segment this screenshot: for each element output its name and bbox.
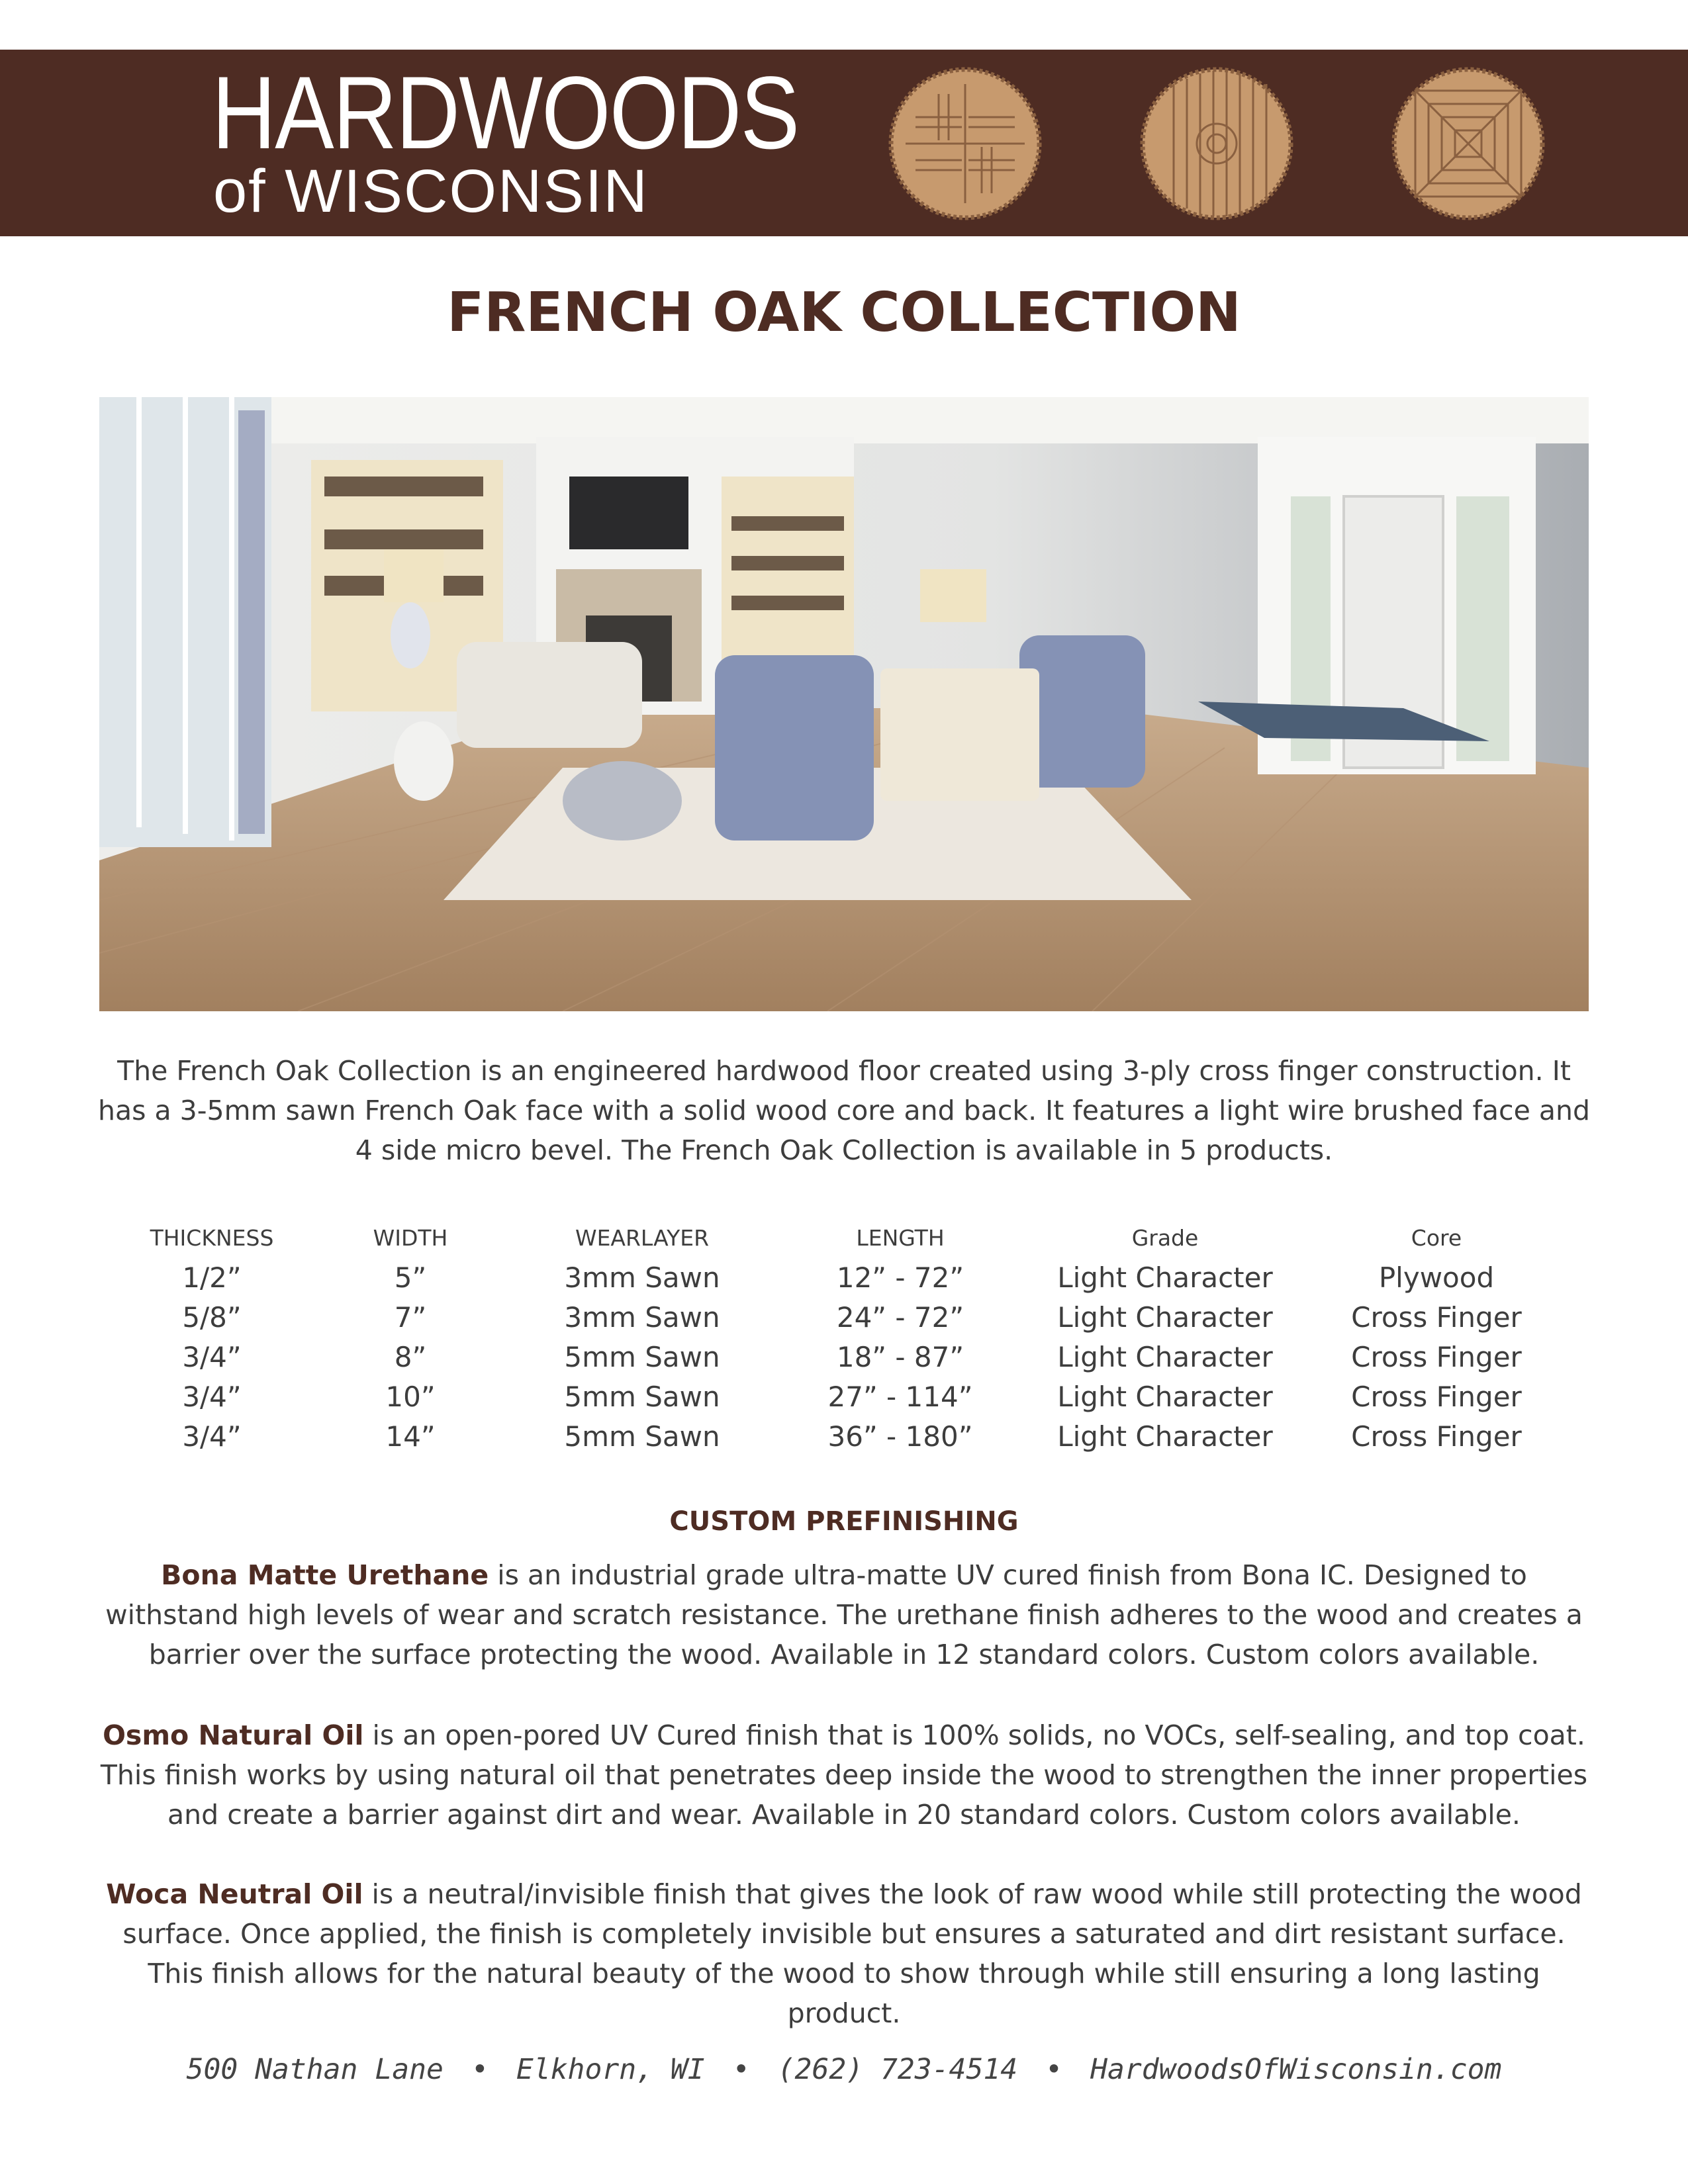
column-header: Grade	[1131, 1224, 1199, 1251]
table-cell: Cross Finger	[1351, 1340, 1522, 1373]
city: Elkhorn, WI	[516, 2053, 705, 2086]
address: 500 Nathan Lane	[186, 2053, 444, 2086]
table-cell: 5”	[394, 1261, 427, 1294]
table-cell: 12” - 72”	[836, 1261, 964, 1294]
table-cell: 5mm Sawn	[564, 1340, 720, 1373]
table-row	[113, 1257, 1569, 1297]
wood-grain-icon	[1389, 64, 1548, 223]
table-cell: Light Character	[1057, 1340, 1273, 1373]
finish-description: is a neutral/invisible finish that gives the look of raw wood while still protecting the wood surface. Once applied, the finish is completely invisible but ensures a saturated and dirt resistant surface. This finish allows for the natural beauty of the wood to show through while still ensuring a long lasting product.	[122, 1878, 1582, 2029]
table-cell: Cross Finger	[1351, 1380, 1522, 1413]
table-row	[113, 1416, 1569, 1456]
table-cell: Plywood	[1378, 1261, 1495, 1294]
column-header: THICKNESS	[150, 1224, 274, 1251]
separator: •	[471, 2053, 489, 2086]
table-cell: Light Character	[1057, 1261, 1273, 1294]
table-cell: 3/4”	[182, 1340, 242, 1373]
finish-name: Woca Neutral Oil	[106, 1878, 363, 1910]
table-row	[113, 1377, 1569, 1416]
website-link[interactable]: HardwoodsOfWisconsin.com	[1090, 2053, 1502, 2086]
brand-header	[0, 50, 1688, 236]
wood-grain-icon	[1137, 64, 1296, 223]
contact-footer	[0, 2053, 1688, 2086]
table-cell: 3/4”	[182, 1420, 242, 1453]
finish-bona	[93, 1555, 1595, 1674]
brand-logo-line1: HARDWOODS	[212, 56, 799, 171]
table-cell: 10”	[385, 1380, 436, 1413]
table-cell: 5/8”	[182, 1300, 242, 1334]
column-header: WIDTH	[373, 1224, 448, 1251]
finish-osmo	[93, 1715, 1595, 1835]
room-photo	[99, 397, 1589, 1011]
finish-name: Bona Matte Urethane	[161, 1559, 489, 1591]
finish-description: is an open-pored UV Cured finish that is 100% solids, no VOCs, self-sealing, and top coat. This finish works by using natural oil that penetrates deep inside the wood to strengthen the inner properties and create a barrier against dirt and wear. Available in 20 standard colors. Custom colors available.	[100, 1719, 1588, 1831]
table-cell: 5mm Sawn	[564, 1380, 720, 1413]
wood-grain-icon	[886, 64, 1045, 223]
table-cell: 14”	[385, 1420, 436, 1453]
table-cell: 3/4”	[182, 1380, 242, 1413]
prefinishing-heading: CUSTOM PREFINISHING	[669, 1506, 1019, 1537]
separator: •	[1045, 2053, 1063, 2086]
table-cell: 3mm Sawn	[564, 1300, 720, 1334]
table-cell: 18” - 87”	[836, 1340, 964, 1373]
specs-header-row	[113, 1218, 1569, 1257]
table-cell: 8”	[394, 1340, 427, 1373]
table-cell: 27” - 114”	[827, 1380, 973, 1413]
table-cell: Light Character	[1057, 1420, 1273, 1453]
table-row	[113, 1297, 1569, 1337]
finish-description: is an industrial grade ultra-matte UV cured finish from Bona IC. Designed to withstand high levels of wear and scratch resistance. The urethane finish adheres to the wood and creates a barrier over the surface protecting the wood. Available in 12 standard colors. Custom colors available.	[105, 1559, 1583, 1670]
finish-woca	[93, 1874, 1595, 2033]
table-cell: 5mm Sawn	[564, 1420, 720, 1453]
table-cell: Light Character	[1057, 1300, 1273, 1334]
table-cell: Cross Finger	[1351, 1420, 1522, 1453]
separator: •	[732, 2053, 750, 2086]
column-header: WEARLAYER	[575, 1224, 710, 1251]
finish-name: Osmo Natural Oil	[103, 1719, 364, 1751]
table-cell: Cross Finger	[1351, 1300, 1522, 1334]
table-row	[113, 1337, 1569, 1377]
brand-logo-line2: of WISCONSIN	[213, 158, 649, 225]
table-cell: Light Character	[1057, 1380, 1273, 1413]
column-header: LENGTH	[856, 1224, 945, 1251]
intro-paragraph: The French Oak Collection is an engineered hardwood floor created using 3-ply cross finger construction. It has a 3-5mm sawn French Oak face with a solid wood core and back. It features a light wire brushed face and 4 side micro bevel. The French Oak Collection is available in 5 products.	[98, 1055, 1590, 1166]
table-cell: 1/2”	[182, 1261, 242, 1294]
page-title: FRENCH OAK COLLECTION	[447, 281, 1241, 344]
phone-number: (262) 723-4514	[777, 2053, 1018, 2086]
table-cell: 7”	[394, 1300, 427, 1334]
specs-table	[113, 1218, 1569, 1456]
column-header: Core	[1411, 1224, 1462, 1251]
table-cell: 36” - 180”	[827, 1420, 973, 1453]
table-cell: 3mm Sawn	[564, 1261, 720, 1294]
table-cell: 24” - 72”	[836, 1300, 964, 1334]
